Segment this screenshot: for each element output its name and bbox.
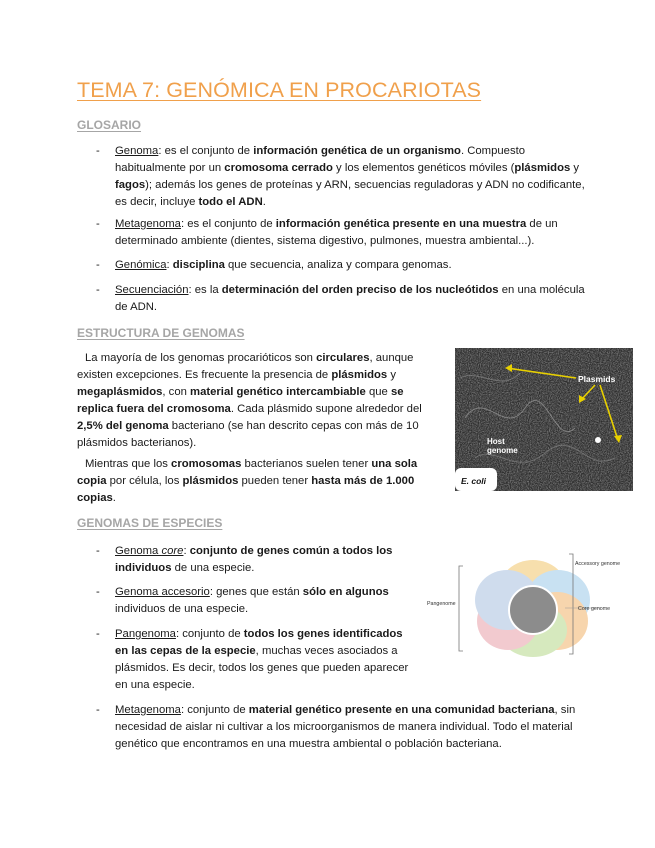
- pangenome-venn-diagram: [425, 548, 635, 660]
- especies-item-accesorio: [96, 584, 415, 618]
- ecoli-micrograph-image: [455, 348, 633, 491]
- core-genome-label: Core genome: [578, 606, 611, 612]
- term-metagenoma: Metagenoma: [115, 218, 181, 230]
- text: : es el conjunto de: [158, 145, 254, 157]
- especies-item-metagenoma: [96, 702, 590, 753]
- bold-text: cromosomas: [171, 458, 242, 470]
- text: . Cada plásmido supone alrededor del: [230, 403, 422, 415]
- glosario-item-secuenciacion: [96, 282, 585, 316]
- text: individuos de una especie.: [115, 603, 249, 615]
- bullet-dash: -: [96, 545, 100, 557]
- section-heading-glosario: GLOSARIO: [77, 118, 142, 132]
- term-genoma: Genoma: [115, 145, 159, 157]
- text: La mayoría de los genomas procarióticos son: [85, 352, 317, 364]
- text: . Compuesto habitualmente por un: [115, 145, 526, 174]
- text: ); además los genes de proteínas y ARN, secuencias reguladoras y ADN no codificante, es decir, incluye: [115, 179, 585, 208]
- term-pangenoma: Pangenoma: [115, 628, 176, 640]
- bold-text: plásmidos: [182, 475, 239, 487]
- accessory-genome-label: Accessory genome: [575, 561, 621, 567]
- bold-text: se replica fuera del cromosoma: [77, 386, 404, 415]
- bold-text: sólo en algunos: [302, 586, 389, 598]
- bullet-dash: -: [96, 586, 100, 598]
- bold-text: disciplina: [172, 259, 225, 271]
- text: y los elementos genéticos móviles (: [332, 162, 515, 174]
- text: Mientras que los: [85, 458, 172, 470]
- bold-text: fagos: [115, 179, 146, 191]
- bold-text: conjunto de genes común a todos los individuos: [115, 545, 393, 574]
- text: por célula, los: [106, 475, 183, 487]
- term-genoma-accesorio: Genoma accesorio: [115, 586, 210, 598]
- text: , con: [162, 386, 191, 398]
- bold-text: información genética presente en una muestra: [275, 218, 527, 230]
- estructura-paragraph-1: [77, 350, 442, 452]
- text: de un determinado ambiente (dientes, sistema digestivo, pulmones, muestra ambiental...).: [115, 218, 558, 247]
- page-title: TEMA 7: GENÓMICA EN PROCARIOTAS: [77, 78, 482, 102]
- term-secuenciacion: Secuenciación: [115, 284, 189, 296]
- bullet-dash: -: [96, 218, 100, 230]
- glosario-item-metagenoma: [96, 216, 585, 250]
- bullet-dash: -: [96, 704, 100, 716]
- text: que secuencia, analiza y compara genomas.: [224, 259, 452, 271]
- section-heading-estructura: ESTRUCTURA DE GENOMAS: [77, 326, 245, 340]
- bold-text: cromosoma cerrado: [224, 162, 333, 174]
- italic-text: core: [161, 545, 184, 557]
- ecoli-label: E. coli: [461, 476, 487, 486]
- bold-text: material genético intercambiable: [190, 386, 366, 398]
- bold-text: todos los genes identificados en las cepas de la especie: [115, 628, 403, 657]
- bullet-dash: -: [96, 284, 100, 296]
- text: : es el conjunto de: [180, 218, 276, 230]
- bold-text: todo el ADN: [198, 196, 263, 208]
- text: : genes que están: [209, 586, 303, 598]
- text: bacterianos suelen tener: [241, 458, 372, 470]
- estructura-paragraph-2: [77, 456, 442, 507]
- text: bacteriano (se han descrito cepas con más de 10 plásmidos bacterianos).: [77, 420, 419, 449]
- term-metagenoma-especies: Metagenoma: [115, 704, 181, 716]
- bold-text: material genético presente en una comunidad bacteriana: [248, 704, 555, 716]
- text: , sin necesidad de aislar ni cultivar a los microorganismos de manera individual. Todo el material genético que encontramos en una muestra ambiental o población bacteriana.: [115, 704, 576, 750]
- glosario-item-genoma: [96, 143, 585, 211]
- text: .: [262, 196, 266, 208]
- bold-text: 2,5% del genoma: [77, 420, 169, 432]
- text: y: [387, 369, 397, 381]
- text: y: [570, 162, 580, 174]
- bullet-dash: -: [96, 145, 100, 157]
- especies-item-core: [96, 543, 415, 577]
- text: , muchas veces asociados a plásmidos. Es decir, todos los genes que pueden aparecer en una especie.: [115, 645, 409, 691]
- text: , aunque existen excepciones. Es frecuente la presencia de: [77, 352, 414, 381]
- text: en una molécula de ADN.: [115, 284, 585, 313]
- bullet-dash: -: [96, 628, 100, 640]
- text: : conjunto de: [180, 704, 249, 716]
- text: de una especie.: [171, 562, 255, 574]
- bold-text: plásmidos: [331, 369, 388, 381]
- bullet-dash: -: [96, 259, 100, 271]
- text: : es la: [188, 284, 222, 296]
- bold-text: circulares: [316, 352, 370, 364]
- bold-text: una sola copia: [77, 458, 418, 487]
- section-heading-especies: GENOMAS DE ESPECIES: [77, 516, 223, 530]
- text: :: [166, 259, 173, 271]
- plasmids-label: Plasmids: [578, 374, 616, 384]
- bold-text: determinación del orden preciso de los nucleótidos: [221, 284, 499, 296]
- text: : conjunto de: [175, 628, 244, 640]
- text: Genoma: [115, 545, 162, 557]
- glosario-item-genomica: [96, 257, 585, 274]
- bold-text: información genética de un organismo: [253, 145, 461, 157]
- text: pueden tener: [238, 475, 312, 487]
- bold-text: plásmidos: [514, 162, 571, 174]
- text: .: [112, 492, 116, 504]
- bold-text: hasta más de 1.000 copias: [77, 475, 415, 504]
- term-genomica: Genómica: [115, 259, 167, 271]
- text: :: [183, 545, 190, 557]
- text: que: [365, 386, 391, 398]
- especies-item-pangenoma: [96, 626, 415, 694]
- bold-text: megaplásmidos: [77, 386, 163, 398]
- term-genoma-core: [115, 545, 183, 557]
- host-genome-label: Host genome: [487, 437, 518, 455]
- pangenome-label: Pangenome: [427, 601, 456, 607]
